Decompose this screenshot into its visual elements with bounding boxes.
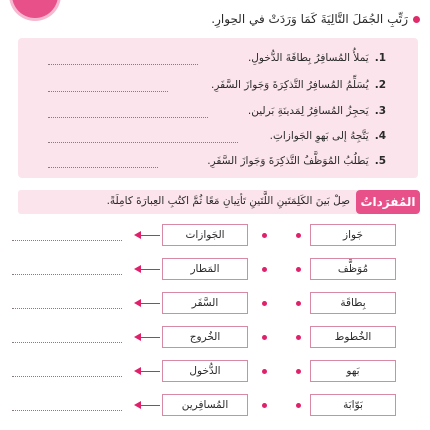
answer-line[interactable] — [48, 167, 158, 168]
left-dot[interactable] — [296, 369, 301, 374]
right-word-box[interactable]: الدُّخول — [162, 360, 248, 382]
right-word-box[interactable]: الخُروج — [162, 326, 248, 348]
arrow-icon — [136, 405, 160, 406]
question-item-1 — [248, 52, 386, 64]
answer-line[interactable] — [12, 274, 122, 275]
question-number: 5. — [374, 155, 386, 167]
answer-line[interactable] — [12, 342, 122, 343]
instruction-bullet — [413, 16, 420, 23]
right-dot[interactable] — [262, 233, 267, 238]
left-dot[interactable] — [296, 267, 301, 272]
right-dot[interactable] — [262, 301, 267, 306]
corner-badge — [12, 0, 58, 18]
arrow-icon — [136, 303, 160, 304]
question-number: 1. — [374, 52, 386, 64]
left-word-box[interactable]: جَواز — [310, 224, 396, 246]
right-word-box[interactable]: السَّفَر — [162, 292, 248, 314]
right-word-box[interactable]: الجَوازات — [162, 224, 248, 246]
question-number: 4. — [374, 130, 386, 142]
answer-line[interactable] — [12, 410, 122, 411]
right-dot[interactable] — [262, 403, 267, 408]
answer-line[interactable] — [12, 308, 122, 309]
arrow-icon — [136, 269, 160, 270]
question-number: 2. — [374, 79, 386, 91]
left-dot[interactable] — [296, 301, 301, 306]
answer-line[interactable] — [12, 376, 122, 377]
vocab-title: المُفرَداتُ — [356, 190, 420, 214]
right-word-box[interactable]: المُسافِرين — [162, 394, 248, 416]
answer-line[interactable] — [48, 142, 238, 143]
question-item-5 — [207, 155, 386, 167]
right-dot[interactable] — [262, 335, 267, 340]
instruction-text: رَتِّبِ الجُمَلَ التَّالِيَةَ كَمَا وَرَدَتْ في الحِوارِ. — [211, 12, 408, 26]
arrow-icon — [136, 371, 160, 372]
question-item-3 — [248, 105, 386, 117]
right-word-box[interactable]: المَطار — [162, 258, 248, 280]
arrow-icon — [136, 235, 160, 236]
left-word-box[interactable]: بِطاقَة — [310, 292, 396, 314]
answer-line[interactable] — [48, 117, 208, 118]
question-text: يَملأُ المُسافِرُ بِطاقَةَ الدُّخولِ. — [247, 52, 369, 64]
left-word-box[interactable]: مُوَظَّف — [310, 258, 396, 280]
left-word-box[interactable]: بَهو — [310, 360, 396, 382]
question-text: يَحجِزُ المُسافِرُ لِمَدينَةِ بَرلين. — [247, 105, 369, 117]
questions-panel — [18, 38, 418, 178]
question-item-4 — [270, 130, 386, 142]
vocab-instruction: صِلْ بَينَ الكَلِمَتَينِ اللَّتَينِ تَأتِيانِ مَعًا ثُمَّ اكتُبِ العِبارَةَ كامِلَةً. — [106, 195, 350, 207]
question-number: 3. — [374, 105, 386, 117]
question-text: يَتَّجِهُ إلى بَهوِ الجَوازاتِ. — [269, 130, 369, 142]
arrow-icon — [136, 337, 160, 338]
right-dot[interactable] — [262, 369, 267, 374]
left-dot[interactable] — [296, 233, 301, 238]
right-dot[interactable] — [262, 267, 267, 272]
question-text: يُسَلِّمُ المُسافِرُ التَّذكِرَةَ وَجَوازَ السَّفَرِ. — [211, 79, 369, 91]
left-word-box[interactable]: بَوّابَة — [310, 394, 396, 416]
answer-line[interactable] — [48, 91, 168, 92]
left-word-box[interactable]: الخُطوط — [310, 326, 396, 348]
answer-line[interactable] — [12, 240, 122, 241]
answer-line[interactable] — [48, 64, 198, 65]
left-dot[interactable] — [296, 403, 301, 408]
question-text: يَطلُبُ المُوَظَّفُ التَّذكِرَةَ وَجَوازَ السَّفَرِ. — [207, 155, 369, 167]
left-dot[interactable] — [296, 335, 301, 340]
question-item-2 — [211, 79, 386, 91]
